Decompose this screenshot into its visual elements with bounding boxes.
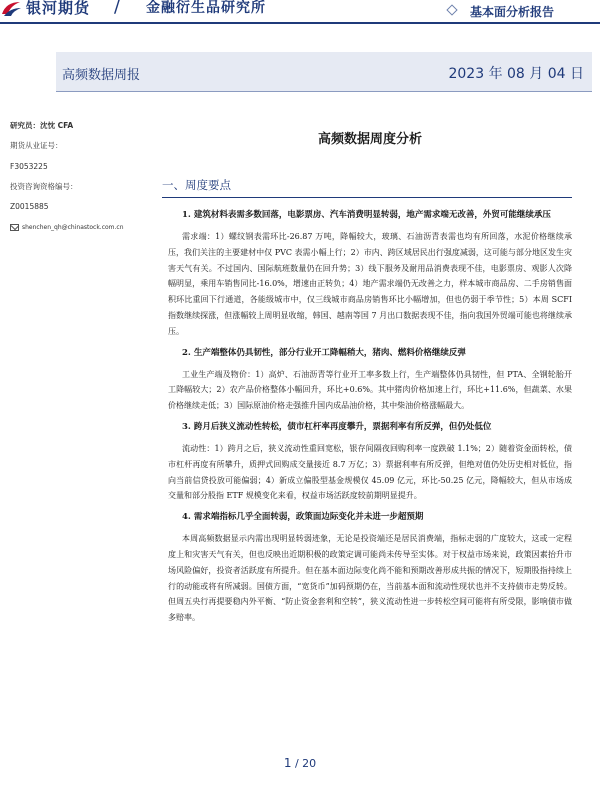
company-name: 银河期货 [26,0,91,17]
point-body: 工业生产端及物价：1）高炉、石油沥青等行业开工率多数上行，生产端整体仍具韧性，但 PTA、全钢轮胎开工降幅较大；2）农产品价格整体小幅回升，环比+0.6%。其中猪肉价格加速上行，环比+11.6%，但蔬菜、水果价格继续走低；3）国际原油价格走强推升国内成品油价格，其中柴油价格涨幅最大。 [168,369,572,411]
header-divider: / [114,0,121,17]
total-pages: 20 [302,757,317,770]
company-logo-icon [0,0,22,18]
mail-icon [10,224,19,231]
analyst-sidebar [10,120,140,242]
advisor-number: Z0015885 [10,202,49,211]
point-body: 需求端：1）螺纹钢表需环比-26.87 万吨，降幅较大，玻璃、石油沥青表需也均有所回落，水泥价格继续承压，我们关注的主要建材中仅 PVC 表需小幅上行；2）市内、跨区域居民出行强度减弱，这可能与部分地区发生灾害天气有关。不过国内、国际航班数量仍在回升势；3）线下服务及耐用品消费表现不佳，电影票房、观影人次降幅明显，乘用车销售同比-16.0%，增速由正转负；4）地产需求端仍无改善之力，样本城市商品房、二手房销售面积环比重回下行通道，各能级城市中，仅三线城市商品房销售环比小幅增加，但也仍弱于季节性；5）本周 SCFI 指数继续探涨，但涨幅较上周明显收缩，韩国、越南等国 7 月出口数据表现不佳，指向我国外贸端可能也将继续承压。 [168,231,572,336]
point-heading: 1. 建筑材料表需多数回落，电影票房、汽车消费明显转弱，地产需求端无改善，外贸可能继续承压 [182,210,551,220]
diamond-icon [446,4,457,15]
doc-title: 高频数据周度分析 [317,132,422,147]
section-rule [162,197,572,198]
main-content [162,128,572,632]
top-header [0,0,600,44]
email-row [10,221,140,232]
license-label: 期货从业证号： [10,141,63,151]
point-body: 本周高频数据显示内需出现明显转弱迹象，无论是投资端还是居民消费端，指标走弱的广度较大，这或一定程度上和灾害天气有关，但也反映出近期积极的政策定调可能尚未传导至实体。对于权益市场来说，政策因素抬升市场风险偏好，投资者活跃度有所提升。但在基本面边际变化尚不能和预期改善形成共振的情况下，短期股指持续上行的动能或将有所减弱。国债方面，“宽货币”加码预期仍在，当前基本面和流动性现状也并不支持债市走势反转。但周五央行再提要稳内外平衡、“防止资金套利和空转”，狭义流动性进一步转松空间可能将有所受限，影响债市做多赔率。 [168,534,572,623]
page-footer: 1 / 20 [283,756,317,770]
report-name: 高频数据周报 [62,68,141,83]
section-title: 一、周度要点 [162,178,231,192]
point-heading: 4. 需求端指标几乎全面转弱，政策面边际变化并未进一步超预期 [182,512,424,523]
title-band [56,52,592,92]
license-number: F3053225 [10,161,48,171]
header-rule [0,22,600,24]
point-heading: 2. 生产端整体仍具韧性，部分行业开工降幅稍大，猪肉、燃料价格继续反弹 [182,347,466,358]
report-date: 2023 年 08 月 04 日 [448,66,584,82]
point-heading: 3. 跨月后狭义流动性转松，债市杠杆率再度攀升，票据利率有所反弹，但仍处低位 [182,422,492,433]
analyst-name: 研究员：沈忱 CFA [10,121,74,130]
current-page: 1 [283,756,292,770]
report-type: 基本面分析报告 [470,5,555,19]
advisor-label: 投资咨询资格编号： [10,181,78,191]
point-body: 流动性：1）跨月之后，狭义流动性重回宽松，银存间隔夜回购利率一度跌破 1.1%；2）随着资金面转松，债市杠杆再度有所攀升，质押式回购成交量接近 8.7 万亿；3）票据利率有所反弹，但绝对值仍处历史相对低位，指向当前信贷投放可能偏弱；4）新成立偏股型基金规模仅 45.09 亿元，环比-50.25 亿元，降幅较大，但从市场成交量和部分股指 ETF 规模变化来看，权益市场活跃度较前期明显提升。 [168,443,572,501]
institute-name: 金融衍生品研究所 [146,0,266,16]
analyst-email[interactable]: shenchen_qh@chinastock.com.cn [22,224,124,232]
